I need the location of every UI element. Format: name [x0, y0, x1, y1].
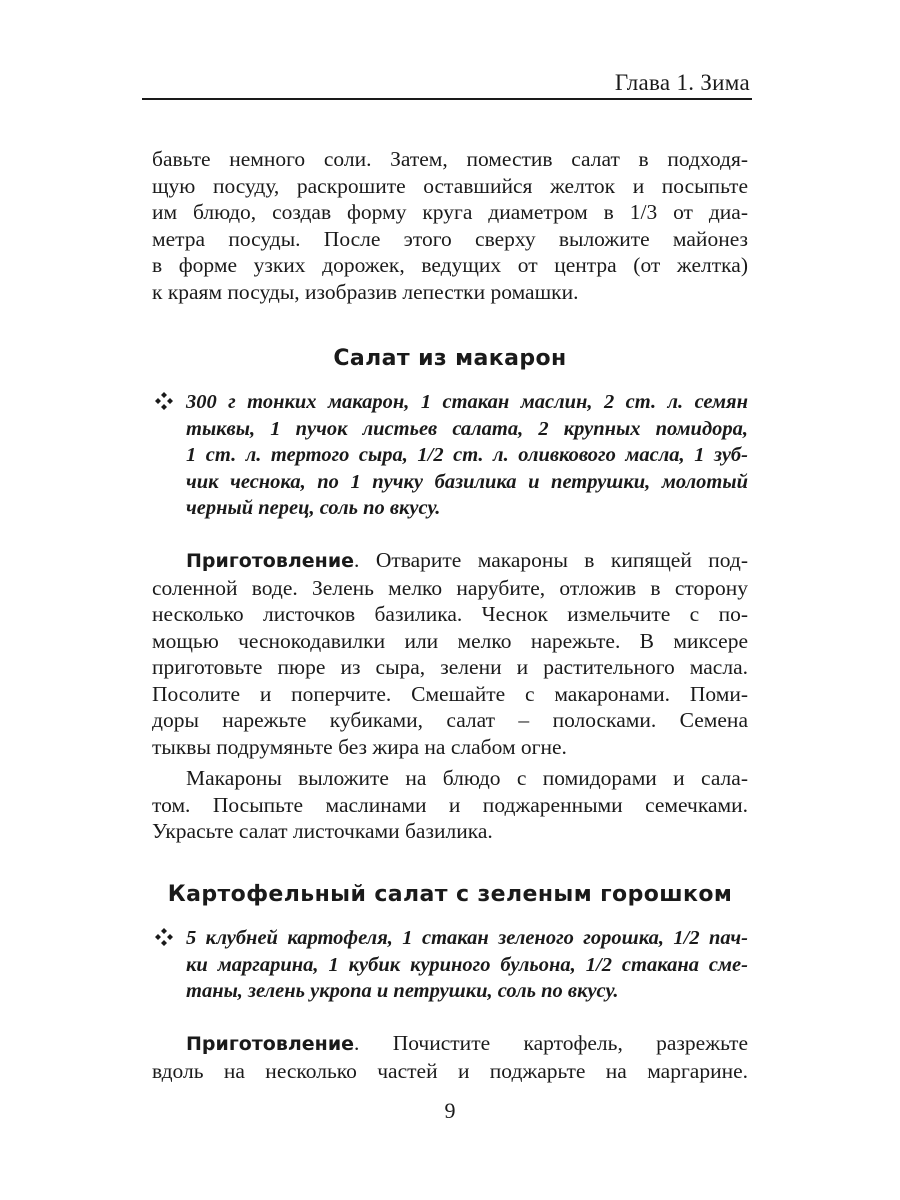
header-rule: [142, 98, 752, 100]
ingredients-list: [152, 925, 748, 1005]
running-head: Глава 1. Зима: [614, 70, 750, 95]
text-line: Украсьте салат листочками базилика.: [152, 819, 493, 843]
text-line: том. Посыпьте маслинами и поджаренными семечками.: [152, 792, 748, 817]
intro-paragraph: [152, 146, 748, 305]
ingredients-line: таны, зелень укропа и петрушки, соль по вкусу.: [186, 980, 619, 1002]
preparation-paragraph: [152, 547, 748, 760]
ingredients-list: [152, 389, 748, 522]
text-line: Посолите и поперчите. Смешайте с макаронами. Поми-: [152, 681, 748, 706]
text-line: вдоль на несколько частей и поджарьте на маргарине.: [152, 1058, 748, 1083]
diamond-bullet-icon: [154, 391, 174, 411]
preparation-paragraph: [152, 1030, 748, 1084]
recipe-title: Картофельный салат с зеленым горошком: [167, 882, 733, 907]
preparation-label: Приготовление: [186, 550, 355, 572]
ingredients-line: тыквы, 1 пучок листьев салата, 2 крупных помидора,: [186, 417, 748, 440]
ingredients-line: 300 г тонких макарон, 1 стакан маслин, 2 ст. л. семян: [186, 391, 748, 413]
text-line: доры нарежьте кубиками, салат – полосками. Семена: [152, 708, 748, 732]
text-line: в форме узких дорожек, ведущих от центра (от желтка): [152, 253, 748, 277]
text-line: щую посуду, раскрошите оставшийся желток и посыпьте: [152, 173, 748, 198]
text-line: мощью чеснокодавилки или мелко нарежьте. В миксере: [152, 628, 748, 653]
text-fragment: . Почистите картофель, разрежьте: [354, 1031, 748, 1055]
diamond-bullet-icon: [154, 927, 174, 947]
text-line: Макароны выложите на блюдо с помидорами и сала-: [186, 766, 748, 790]
text-line: [152, 1030, 748, 1058]
text-line: соленной воде. Зелень мелко нарубите, отложив в сторону: [152, 575, 748, 600]
text-line: [152, 547, 748, 575]
ingredients-line: 1 ст. л. тертого сыра, 1/2 ст. л. оливкового масла, 1 зуб-: [186, 444, 748, 466]
serving-paragraph: [152, 765, 748, 845]
ingredients-line: 5 клубней картофеля, 1 стакан зеленого горошка, 1/2 пач-: [186, 927, 748, 949]
preparation-label: Приготовление: [186, 1033, 355, 1055]
text-line: тыквы подрумяньте без жира на слабом огне.: [152, 734, 567, 759]
text-line: бавьте немного соли. Затем, поместив салат в подходя-: [152, 147, 748, 171]
text-line: несколько листочков базилика. Чеснок измельчите с по-: [152, 602, 748, 626]
ingredients-line: чик чеснока, по 1 пучку базилика и петрушки, молотый: [186, 470, 748, 493]
text-line: им блюдо, создав форму круга диаметром в 1/3 от диа-: [152, 200, 748, 224]
ingredients-line: черный перец, соль по вкусу.: [186, 497, 441, 519]
text-line: приготовьте пюре из сыра, зелени и растительного масла.: [152, 655, 748, 679]
text-fragment: . Отварите макароны в кипящей под-: [354, 548, 748, 572]
text-line: метра посуды. После этого сверху выложите майонез: [152, 226, 748, 251]
recipe-title: Салат из макарон: [333, 346, 567, 371]
page-number: 9: [444, 1098, 456, 1123]
ingredients-line: ки маргарина, 1 кубик куриного бульона, 1/2 стакана сме-: [186, 953, 748, 976]
text-line: к краям посуды, изобразив лепестки ромашки.: [152, 279, 579, 304]
